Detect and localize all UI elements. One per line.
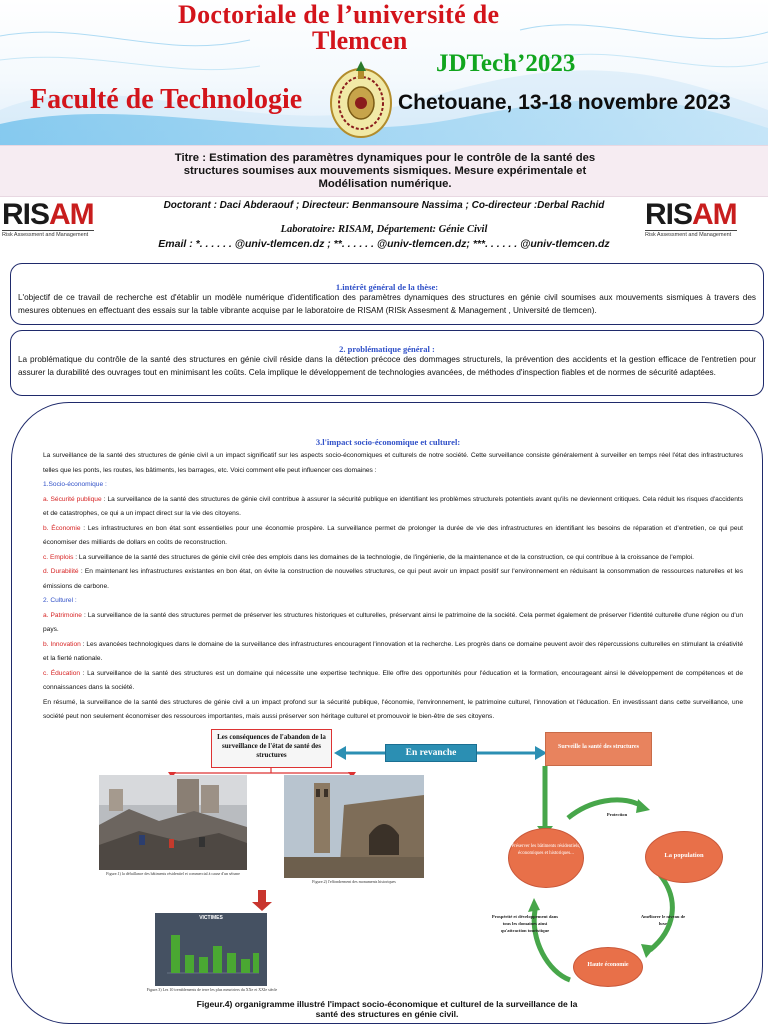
cycle-haute-economie-circle: Haute économie (573, 947, 643, 987)
victims-chart-bars (155, 913, 267, 986)
impact-item-text: : En maintenant les infrastructures existantes en bon état, on évite la construction de nouvelles structures, ce qui peut avoir un impact positif sur l'environnement en réduisant la consommation de ressources naturelles et les émissions de carbone. (43, 568, 743, 590)
figure3-caption: Figure.3) Les 10 tremblements de terre les plus meurtriers du XXe et XXIe siècle (146, 987, 278, 992)
event-date: Chetouane, 13-18 novembre 2023 (398, 91, 731, 114)
impact-item-text: : La surveillance de la santé des structures permet de préserver les structures historiques et culturelles, préservant ainsi le patrimoine de la société. Cela permet également de préserver l'identité culturelle d'une région ou d'un pays. (43, 611, 743, 633)
header-university-line1: Doctoriale de l’université de (178, 0, 500, 29)
collapsed-buildings-photo (99, 775, 247, 870)
victims-chart-title: VICTIMES (199, 915, 223, 921)
surveillance-box: Surveille la santé des structures (545, 732, 652, 766)
event-name: JDTech’2023 (436, 50, 576, 77)
cycle-protection-label: Protection (606, 812, 628, 817)
poster-title: Titre : Estimation des paramètres dynamiques pour le contrôle de la santé des structures soumises aux mouvements sismiques. Mesure expérimentale et Modélisation numérique. (174, 152, 596, 190)
figure2-caption: Figure.2) l'effondrement des monuments historiques (312, 879, 396, 884)
risam-logo-left-text2: AM (49, 198, 94, 231)
impact-intro: La surveillance de la santé des structures de génie civil a un impact significatif sur les aspects socio-économiques et culturels de notre société. Cette surveillance consiste généralement à surveiller en temps réel l'état des infrastructures telles que les ponts, les routes, les bâtiments, les barrages, etc. Voici comment elle peut influencer ces domaines : (43, 452, 743, 474)
section-impact-heading: 3.l'impact socio-économique et culturel: (315, 437, 461, 447)
impact-item-text: : La surveillance de la santé des structures de génie civil crée des emplois dans les domaines de la technologie, de l'ingénierie, de la maintenance et de la construction, ce qui contribue à la croissance de l'emploi. (73, 553, 694, 561)
impact-item-label: a. Patrimoine (43, 611, 82, 619)
figure1-caption: Figure.1) la défaillance des bâtiments résidentiel et commercial à cause d'un séisme (106, 871, 240, 876)
impact-item-text: : Les avancées technologiques dans le domaine de la surveillance des infrastructures encouragent l'innovation et la recherche. Les progrès dans ce domaine peuvent avoir des répercussions culturelles en stimulant la créativité et la fierté nationale. (43, 640, 743, 662)
impact-item-text: : La surveillance de la santé des structures est un domaine qui nécessite une expertise technique. Elle offre des opportunités pour l'éducation et la formation, encourageant ainsi le développement de compétences et de connaissances dans la société. (43, 669, 743, 691)
victims-chart-image (155, 913, 267, 986)
header-faculty: Faculté de Technologie (30, 84, 303, 115)
cycle-preserver-circle: Préserver les bâtiments résidentiels, économiques et historiques... (508, 828, 584, 888)
risam-logo-right-text1: RIS (645, 198, 693, 231)
figure4-caption: Figeur.4) organigramme illustré l'impact socio-économique et culturel de la surveillance de la santé des structures en génie civil. (196, 999, 578, 1019)
impact-sub-socio: 1.Socio-économique : (43, 481, 107, 488)
impact-conclusion: En résumé, la surveillance de la santé des structures de génie civil a un impact profond sur la sécurité publique, l'économie, l'environnement, le patrimoine culturel, l'innovation et l'éducation. En investissant dans cette surveillance, une société peut non seulement économiser des ressources importantes, mais aussi préserver son héritage culturel et promouvoir le bien-être de ses citoyens. (43, 698, 743, 720)
impact-item-text: : Les infrastructures en bon état sont essentielles pour une économie prospère. La surveillance permet de prolonger la durée de vie des infrastructures en identifiant les besoins de réparation et d'entretien, ce qui peut économiser des milliards de dollars en coûts de reconstruction. (43, 524, 743, 546)
ruined-monument-photo (284, 775, 424, 878)
impact-item-label: d. Durabilité (43, 568, 79, 575)
impact-sub-culturel: 2. Culturel : (43, 597, 77, 604)
email-line: Email : *. . . . . . @univ-tlemcen.dz ; **. . . . . . @univ-tlemcen.dz; ***. . . . . . @univ-tlemcen.dz (158, 238, 610, 250)
section-problematique-body: La problématique du contrôle de la santé des structures en génie civil réside dans la détection précoce des dommages structurels, la prévention des accidents et la gestion efficace de l'entretien pour assurer la durabilité des ouvrages tout en minimisant les coûts. Cela implique le développement de technologies avancées, de méthodes d'inspection fiables et de normes de sécurité adaptées. (18, 355, 756, 377)
section-problematique-heading: 2. problématique général : (339, 344, 435, 354)
impact-item-label: b. Économie (43, 524, 81, 532)
risam-logo-right-text2: AM (692, 198, 737, 231)
cycle-prosperite-label: Prospérité et développement dans tous les domaines ainsi qu'attraction touristique (491, 914, 559, 933)
risam-logo-left-sub: Risk Assessment and Management (2, 230, 94, 238)
impact-item-label: b. Innovation (43, 640, 81, 648)
consequences-box: Les conséquences de l'abandon de la surveillance de l'état de santé des structures (211, 729, 332, 768)
cycle-ameliorer-label: Améliorer le niveau de luxe (640, 914, 686, 926)
authors-line: Doctorant : Daci Abderaouf ; Directeur: Benmansoure Nassima ; Co-directeur :Derbal Rachid (163, 200, 605, 211)
risam-logo-left-text1: RIS (2, 198, 50, 231)
section-interet-heading: 1.intérêt général de la thèse: (335, 282, 439, 292)
impact-item-label: c. Emplois (43, 553, 74, 561)
header-university-line2: Tlemcen (312, 26, 408, 55)
impact-item-label: a. Sécurité publique (43, 495, 102, 503)
laboratory-line: Laboratoire: RISAM, Département: Génie Civil (280, 224, 488, 235)
en-revanche-label: En revanche (385, 744, 477, 762)
cycle-population-circle: La population (645, 831, 723, 883)
impact-item-label: c. Éducation (43, 669, 81, 677)
risam-logo-right-sub: Risk Assessment and Management (645, 230, 737, 238)
section-interet-body: L'objectif de ce travail de recherche est d'établir un modèle numérique d'identification des paramètres dynamiques des structures en génie civil soumises aux mouvements sismiques à travers des mesures obtenues en effectuant des essais sur la table vibrante acquise par le laboratoire de RISAM (RISk Assesment & Management , Université de tlemcen). (18, 293, 756, 315)
impact-item-text: : La surveillance de la santé des structures de génie civil contribue à assurer la sécurité publique en identifiant les problèmes structurels potentiels avant qu'ils ne deviennent critiques. Cela réduit les risques d'accidents et de catastrophes, ce qui a un impact direct sur la vie des citoyens. (43, 495, 743, 517)
